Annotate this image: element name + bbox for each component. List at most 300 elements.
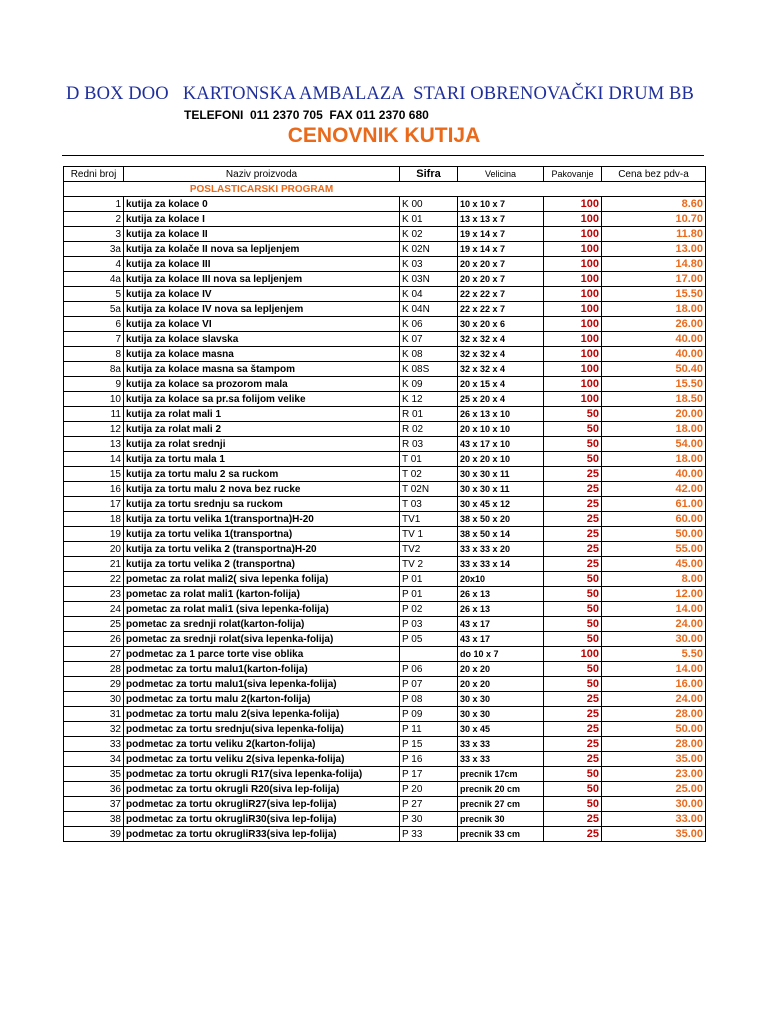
product-code: TV 2 <box>400 557 458 572</box>
phone-fax-line: TELEFONI 011 2370 705 FAX 011 2370 680 <box>184 108 429 122</box>
row-number: 36 <box>64 782 124 797</box>
package-qty: 25 <box>544 542 602 557</box>
product-size: 13 x 13 x 7 <box>458 212 544 227</box>
product-size: precnik 33 cm <box>458 827 544 842</box>
package-qty: 100 <box>544 272 602 287</box>
product-code: P 03 <box>400 617 458 632</box>
product-size: 20 x 20 x 7 <box>458 272 544 287</box>
row-number: 38 <box>64 812 124 827</box>
table-row <box>64 617 706 632</box>
product-name: kutija za tortu velika 1(transportna) <box>124 527 400 542</box>
product-code: P 16 <box>400 752 458 767</box>
product-name: podmetac za tortu malu1(karton-folija) <box>124 662 400 677</box>
section-row <box>64 182 706 197</box>
table-row <box>64 602 706 617</box>
table-row <box>64 707 706 722</box>
row-number: 2 <box>64 212 124 227</box>
row-number: 6 <box>64 317 124 332</box>
col-header-size: Velicina <box>458 167 544 182</box>
table-row <box>64 242 706 257</box>
product-code: P 01 <box>400 572 458 587</box>
package-qty: 100 <box>544 257 602 272</box>
price: 26.00 <box>602 317 706 332</box>
product-code: P 09 <box>400 707 458 722</box>
package-qty: 25 <box>544 722 602 737</box>
product-size: 20 x 15 x 4 <box>458 377 544 392</box>
product-code: K 07 <box>400 332 458 347</box>
table-row <box>64 317 706 332</box>
price: 28.00 <box>602 737 706 752</box>
product-size: precnik 30 <box>458 812 544 827</box>
price: 15.50 <box>602 287 706 302</box>
price: 42.00 <box>602 482 706 497</box>
row-number: 24 <box>64 602 124 617</box>
row-number: 29 <box>64 677 124 692</box>
row-number: 7 <box>64 332 124 347</box>
title-divider <box>62 155 704 156</box>
package-qty: 100 <box>544 287 602 302</box>
table-row <box>64 422 706 437</box>
product-name: kutija za kolace masna <box>124 347 400 362</box>
price: 20.00 <box>602 407 706 422</box>
table-row <box>64 782 706 797</box>
product-size: 22 x 22 x 7 <box>458 302 544 317</box>
product-size: 10 x 10 x 7 <box>458 197 544 212</box>
product-size: 20 x 20 x 10 <box>458 452 544 467</box>
price: 13.00 <box>602 242 706 257</box>
product-code: K 03N <box>400 272 458 287</box>
row-number: 20 <box>64 542 124 557</box>
package-qty: 100 <box>544 302 602 317</box>
package-qty: 100 <box>544 347 602 362</box>
product-code: R 03 <box>400 437 458 452</box>
row-number: 5 <box>64 287 124 302</box>
table-row <box>64 677 706 692</box>
product-size: 32 x 32 x 4 <box>458 347 544 362</box>
product-size: 20 x 20 <box>458 677 544 692</box>
package-qty: 50 <box>544 617 602 632</box>
price: 35.00 <box>602 752 706 767</box>
row-number: 37 <box>64 797 124 812</box>
col-header-code: Sifra <box>400 167 458 182</box>
product-code: K 02 <box>400 227 458 242</box>
package-qty: 25 <box>544 497 602 512</box>
row-number: 8a <box>64 362 124 377</box>
product-code: P 08 <box>400 692 458 707</box>
table-row <box>64 272 706 287</box>
table-row <box>64 452 706 467</box>
package-qty: 50 <box>544 782 602 797</box>
price: 50.40 <box>602 362 706 377</box>
row-number: 18 <box>64 512 124 527</box>
row-number: 22 <box>64 572 124 587</box>
product-size: do 10 x 7 <box>458 647 544 662</box>
product-code: K 01 <box>400 212 458 227</box>
price: 23.00 <box>602 767 706 782</box>
package-qty: 100 <box>544 362 602 377</box>
product-code: K 00 <box>400 197 458 212</box>
product-size: 30 x 45 x 12 <box>458 497 544 512</box>
price: 33.00 <box>602 812 706 827</box>
col-header-pack: Pakovanje <box>544 167 602 182</box>
row-number: 11 <box>64 407 124 422</box>
price: 18.00 <box>602 452 706 467</box>
table-row <box>64 542 706 557</box>
package-qty: 50 <box>544 662 602 677</box>
product-size: precnik 17cm <box>458 767 544 782</box>
product-name: kutija za tortu mala 1 <box>124 452 400 467</box>
product-code: P 01 <box>400 587 458 602</box>
product-size: 30 x 30 x 11 <box>458 482 544 497</box>
price: 14.00 <box>602 662 706 677</box>
product-code: K 08S <box>400 362 458 377</box>
price: 30.00 <box>602 797 706 812</box>
package-qty: 100 <box>544 332 602 347</box>
product-code: P 05 <box>400 632 458 647</box>
product-code: TV 1 <box>400 527 458 542</box>
package-qty: 100 <box>544 197 602 212</box>
table-row <box>64 287 706 302</box>
product-size: precnik 27 cm <box>458 797 544 812</box>
product-size: 32 x 32 x 4 <box>458 362 544 377</box>
product-code: K 02N <box>400 242 458 257</box>
product-name: kutija za kolace VI <box>124 317 400 332</box>
package-qty: 100 <box>544 377 602 392</box>
product-size: 26 x 13 <box>458 587 544 602</box>
product-name: podmetac za tortu okrugli R17(siva lepenka-folija) <box>124 767 400 782</box>
product-size: 33 x 33 x 14 <box>458 557 544 572</box>
product-code: P 33 <box>400 827 458 842</box>
product-code: P 11 <box>400 722 458 737</box>
row-number: 39 <box>64 827 124 842</box>
table-row <box>64 482 706 497</box>
table-row <box>64 332 706 347</box>
product-size: 43 x 17 x 10 <box>458 437 544 452</box>
product-code: K 04 <box>400 287 458 302</box>
price: 12.00 <box>602 587 706 602</box>
product-name: kutija za kolace IV <box>124 287 400 302</box>
package-qty: 50 <box>544 587 602 602</box>
row-number: 19 <box>64 527 124 542</box>
row-number: 21 <box>64 557 124 572</box>
product-name: podmetac za tortu srednju(siva lepenka-folija) <box>124 722 400 737</box>
package-qty: 50 <box>544 767 602 782</box>
product-name: kutija za rolat mali 1 <box>124 407 400 422</box>
price: 18.00 <box>602 302 706 317</box>
price: 40.00 <box>602 467 706 482</box>
price: 50.00 <box>602 722 706 737</box>
price: 10.70 <box>602 212 706 227</box>
price: 30.00 <box>602 632 706 647</box>
product-name: kutija za kolace slavska <box>124 332 400 347</box>
product-name: podmetac za tortu okrugli R20(siva lep-folija) <box>124 782 400 797</box>
package-qty: 50 <box>544 677 602 692</box>
price: 14.00 <box>602 602 706 617</box>
product-name: podmetac za tortu okrugliR33(siva lep-folija) <box>124 827 400 842</box>
col-header-name: Naziv proizvoda <box>124 167 400 182</box>
price: 17.00 <box>602 272 706 287</box>
product-name: pometac za rolat mali2( siva lepenka folija) <box>124 572 400 587</box>
product-name: kutija za kolace III <box>124 257 400 272</box>
price: 24.00 <box>602 617 706 632</box>
row-number: 1 <box>64 197 124 212</box>
product-name: pometac za rolat mali1 (karton-folija) <box>124 587 400 602</box>
product-size: 30 x 20 x 6 <box>458 317 544 332</box>
product-size: 33 x 33 <box>458 737 544 752</box>
product-size: precnik 20 cm <box>458 782 544 797</box>
product-size: 22 x 22 x 7 <box>458 287 544 302</box>
product-code: P 30 <box>400 812 458 827</box>
product-name: kutija za tortu malu 2 sa ruckom <box>124 467 400 482</box>
table-row <box>64 227 706 242</box>
table-row <box>64 527 706 542</box>
table-row <box>64 737 706 752</box>
product-size: 20 x 10 x 10 <box>458 422 544 437</box>
row-number: 15 <box>64 467 124 482</box>
row-number: 13 <box>64 437 124 452</box>
table-row <box>64 392 706 407</box>
product-code: K 09 <box>400 377 458 392</box>
product-code: TV2 <box>400 542 458 557</box>
package-qty: 50 <box>544 452 602 467</box>
package-qty: 50 <box>544 572 602 587</box>
product-name: kutija za rolat srednji <box>124 437 400 452</box>
row-number: 32 <box>64 722 124 737</box>
row-number: 17 <box>64 497 124 512</box>
product-code: P 27 <box>400 797 458 812</box>
price: 8.00 <box>602 572 706 587</box>
product-code: R 01 <box>400 407 458 422</box>
product-name: kutija za tortu velika 1(transportna)H-20 <box>124 512 400 527</box>
package-qty: 25 <box>544 752 602 767</box>
table-row <box>64 692 706 707</box>
package-qty: 25 <box>544 527 602 542</box>
table-row <box>64 437 706 452</box>
row-number: 23 <box>64 587 124 602</box>
package-qty: 50 <box>544 632 602 647</box>
product-code: T 02 <box>400 467 458 482</box>
product-name: kutija za tortu malu 2 nova bez rucke <box>124 482 400 497</box>
product-name: kutija za kolace III nova sa lepljenjem <box>124 272 400 287</box>
package-qty: 100 <box>544 647 602 662</box>
product-size: 30 x 45 <box>458 722 544 737</box>
package-qty: 100 <box>544 392 602 407</box>
product-code: T 02N <box>400 482 458 497</box>
product-name: podmetac za 1 parce torte vise oblika <box>124 647 400 662</box>
col-header-rb: Redni broj <box>64 167 124 182</box>
table-row <box>64 752 706 767</box>
product-name: kutija za kolače II nova sa lepljenjem <box>124 242 400 257</box>
product-name: pometac za rolat mali1 (siva lepenka-folija) <box>124 602 400 617</box>
row-number: 25 <box>64 617 124 632</box>
table-row <box>64 662 706 677</box>
product-code: K 04N <box>400 302 458 317</box>
product-code: K 12 <box>400 392 458 407</box>
package-qty: 100 <box>544 212 602 227</box>
package-qty: 50 <box>544 797 602 812</box>
table-row <box>64 797 706 812</box>
product-code: K 06 <box>400 317 458 332</box>
price: 55.00 <box>602 542 706 557</box>
package-qty: 50 <box>544 407 602 422</box>
package-qty: 100 <box>544 242 602 257</box>
table-row <box>64 347 706 362</box>
package-qty: 25 <box>544 827 602 842</box>
table-header-row <box>64 167 706 182</box>
price: 35.00 <box>602 827 706 842</box>
price-list-table <box>63 166 706 842</box>
row-number: 14 <box>64 452 124 467</box>
page-title: CENOVNIK KUTIJA <box>287 124 481 147</box>
product-name: kutija za kolace II <box>124 227 400 242</box>
table-row <box>64 407 706 422</box>
package-qty: 50 <box>544 422 602 437</box>
product-code: P 15 <box>400 737 458 752</box>
product-size: 33 x 33 <box>458 752 544 767</box>
row-number: 4a <box>64 272 124 287</box>
row-number: 4 <box>64 257 124 272</box>
product-size: 20x10 <box>458 572 544 587</box>
table-row <box>64 212 706 227</box>
product-size: 25 x 20 x 4 <box>458 392 544 407</box>
product-name: kutija za kolace sa prozorom mala <box>124 377 400 392</box>
price: 5.50 <box>602 647 706 662</box>
price: 54.00 <box>602 437 706 452</box>
price: 15.50 <box>602 377 706 392</box>
price: 60.00 <box>602 512 706 527</box>
product-size: 30 x 30 x 11 <box>458 467 544 482</box>
product-size: 26 x 13 x 10 <box>458 407 544 422</box>
row-number: 31 <box>64 707 124 722</box>
product-name: podmetac za tortu okrugliR27(siva lep-folija) <box>124 797 400 812</box>
row-number: 33 <box>64 737 124 752</box>
price: 11.80 <box>602 227 706 242</box>
product-size: 32 x 32 x 4 <box>458 332 544 347</box>
table-row <box>64 257 706 272</box>
price: 18.50 <box>602 392 706 407</box>
table-row <box>64 827 706 842</box>
product-size: 38 x 50 x 20 <box>458 512 544 527</box>
package-qty: 25 <box>544 737 602 752</box>
price: 50.00 <box>602 527 706 542</box>
price: 18.00 <box>602 422 706 437</box>
package-qty: 25 <box>544 467 602 482</box>
row-number: 9 <box>64 377 124 392</box>
product-name: kutija za kolace 0 <box>124 197 400 212</box>
product-code: P 06 <box>400 662 458 677</box>
row-number: 8 <box>64 347 124 362</box>
price: 25.00 <box>602 782 706 797</box>
product-code <box>400 647 458 662</box>
product-name: kutija za rolat mali 2 <box>124 422 400 437</box>
section-title: POSLASTICARSKI PROGRAM <box>189 183 334 195</box>
table-row <box>64 467 706 482</box>
row-number: 35 <box>64 767 124 782</box>
table-row <box>64 557 706 572</box>
table-row <box>64 647 706 662</box>
row-number: 3a <box>64 242 124 257</box>
product-code: P 07 <box>400 677 458 692</box>
table-row <box>64 302 706 317</box>
table-row <box>64 632 706 647</box>
table-row <box>64 767 706 782</box>
row-number: 3 <box>64 227 124 242</box>
price: 24.00 <box>602 692 706 707</box>
product-name: kutija za kolace masna sa štampom <box>124 362 400 377</box>
product-size: 30 x 30 <box>458 707 544 722</box>
product-code: K 03 <box>400 257 458 272</box>
price: 8.60 <box>602 197 706 212</box>
product-size: 33 x 33 x 20 <box>458 542 544 557</box>
product-name: pometac za srednji rolat(siva lepenka-folija) <box>124 632 400 647</box>
package-qty: 50 <box>544 437 602 452</box>
product-code: T 01 <box>400 452 458 467</box>
product-size: 19 x 14 x 7 <box>458 227 544 242</box>
table-row <box>64 362 706 377</box>
product-name: kutija za tortu srednju sa ruckom <box>124 497 400 512</box>
product-size: 38 x 50 x 14 <box>458 527 544 542</box>
package-qty: 25 <box>544 512 602 527</box>
table-row <box>64 722 706 737</box>
product-name: kutija za tortu velika 2 (transportna) <box>124 557 400 572</box>
row-number: 34 <box>64 752 124 767</box>
package-qty: 25 <box>544 692 602 707</box>
product-size: 19 x 14 x 7 <box>458 242 544 257</box>
table-row <box>64 512 706 527</box>
product-name: podmetac za tortu veliku 2(siva lepenka-folija) <box>124 752 400 767</box>
product-size: 43 x 17 <box>458 632 544 647</box>
package-qty: 25 <box>544 557 602 572</box>
row-number: 30 <box>64 692 124 707</box>
product-code: P 02 <box>400 602 458 617</box>
price: 28.00 <box>602 707 706 722</box>
product-name: podmetac za tortu okrugliR30(siva lep-folija) <box>124 812 400 827</box>
product-name: podmetac za tortu malu 2(karton-folija) <box>124 692 400 707</box>
package-qty: 100 <box>544 227 602 242</box>
product-code: R 02 <box>400 422 458 437</box>
row-number: 26 <box>64 632 124 647</box>
package-qty: 25 <box>544 812 602 827</box>
company-header: D BOX DOO KARTONSKA AMBALAZA STARI OBRENOVAČKI DRUM BB <box>66 84 694 104</box>
product-name: kutija za kolace I <box>124 212 400 227</box>
product-code: T 03 <box>400 497 458 512</box>
package-qty: 50 <box>544 602 602 617</box>
product-size: 20 x 20 x 7 <box>458 257 544 272</box>
product-name: podmetac za tortu malu 2(siva lepenka-folija) <box>124 707 400 722</box>
package-qty: 25 <box>544 707 602 722</box>
product-name: pometac za srednji rolat(karton-folija) <box>124 617 400 632</box>
row-number: 27 <box>64 647 124 662</box>
product-size: 30 x 30 <box>458 692 544 707</box>
product-size: 43 x 17 <box>458 617 544 632</box>
price: 61.00 <box>602 497 706 512</box>
price: 45.00 <box>602 557 706 572</box>
product-name: podmetac za tortu malu1(siva lepenka-folija) <box>124 677 400 692</box>
product-name: kutija za tortu velika 2 (transportna)H-20 <box>124 542 400 557</box>
table-row <box>64 812 706 827</box>
price: 16.00 <box>602 677 706 692</box>
product-code: TV1 <box>400 512 458 527</box>
product-code: P 20 <box>400 782 458 797</box>
row-number: 16 <box>64 482 124 497</box>
package-qty: 25 <box>544 482 602 497</box>
col-header-price: Cena bez pdv-a <box>602 167 706 182</box>
table-row <box>64 497 706 512</box>
row-number: 10 <box>64 392 124 407</box>
price: 40.00 <box>602 332 706 347</box>
price: 40.00 <box>602 347 706 362</box>
product-code: K 08 <box>400 347 458 362</box>
